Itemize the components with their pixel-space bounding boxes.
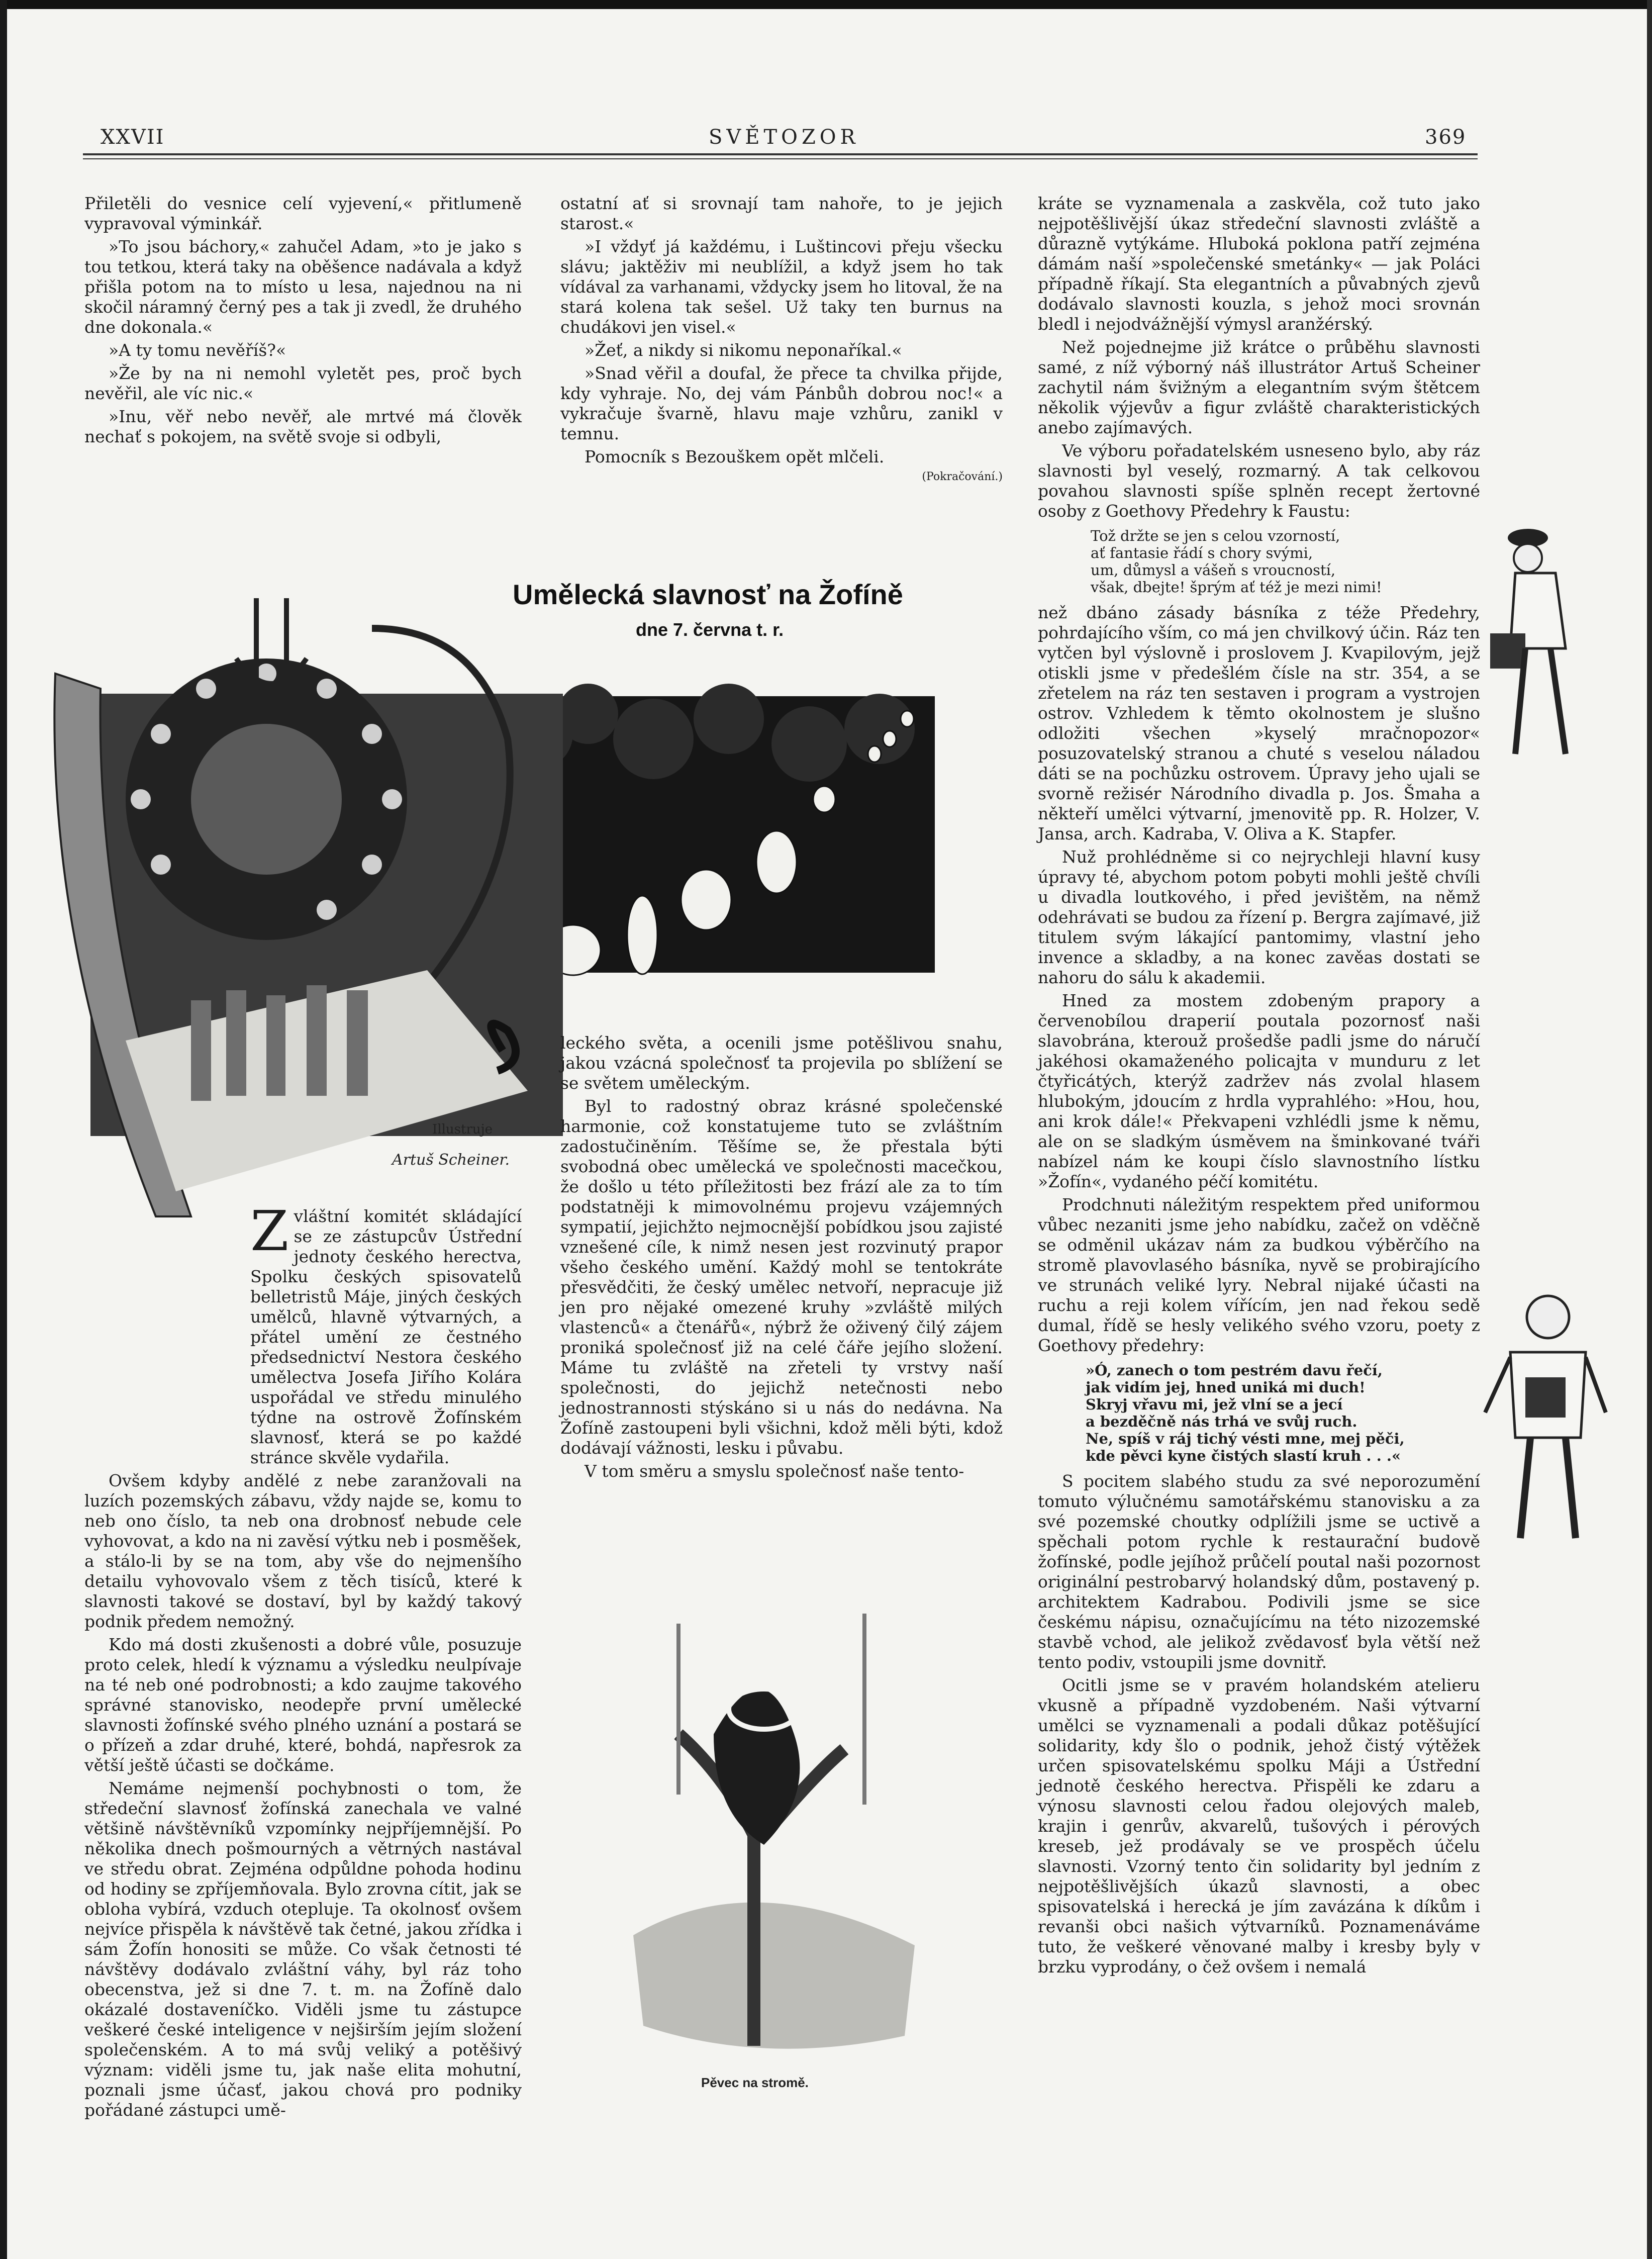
paragraph: leckého světa, a ocenili jsme potěšlivou snahu, jakou vzácná společnosť ta projevila po sblížení se se světem uměleckým. (560, 1033, 1003, 1093)
ticket-box (1490, 633, 1525, 669)
verse-line: Skryj vřavu mi, jež vlní se a jecí (1086, 1396, 1343, 1413)
scan-edge-left (0, 0, 7, 2259)
drop-cap: Z (250, 1199, 289, 1263)
paragraph: »Žeť, a nikdy si nikomu neponaříkal.« (585, 340, 902, 360)
paragraph: »A ty tomu nevěříš?« (109, 340, 286, 360)
drum (1525, 1377, 1566, 1418)
paragraph: Nemáme nejmenší pochybnosti o tom, že středeční slavnosť žofínská zanechala ve valné většině návštěvníků vzpomínky nejpříjemnější. Po několika dnech pošmourných a větrných nastával ve středu obrat. Zejména odpůldne pohoda hodinu od hodiny se zpříjemňovala. Bylo zrovna cítit, jak se obloha vybírá, vzduch otepluje. Ta okolnosť ovšem nejvíce přispěla k návštěvě tak četné, jakou zřídka i sám Žofín honositi se může. Co však četnosti té návštěvy dodávalo zvláštní váhy, byl ráz toho obecenstva, jež si dne 7. t. m. na Žofíně dalo okázalé dostaveníčko. Viděli jsme tu zástupce veškeré české inteligence v nejširším jejím složení společenském. A to má svůj veliký a potěšivý význam: viděli jsme tu, jak naše elita mohutní, poznali jsme účasť, jakou chová pro podniky pořádané zástupci umě- (84, 1778, 522, 2120)
legs (1520, 1438, 1576, 1538)
verse-quote-2 (1086, 1362, 1480, 1464)
illustrator-label: Illustruje (432, 1122, 493, 1137)
verse-line: však, dbejte! šprým ať též je mezi nimi! (1091, 579, 1382, 596)
wheel-hub (191, 724, 342, 875)
page-number: 369 (1425, 126, 1467, 149)
paragraph: S pocitem slabého studu za své neporozumění tomuto výlučnému samotářskému stanovisku a za své pozemské choutky odplížili jsme se uctivě a spěchali potom rychle k restaurační budově žofínské, podle jejíhož průčelí poutal naši pozornost originální pestrobarvý holandský dům, postavený p. architektem Kadrabou. Podivili jsme se sice českému nápisu, označujícímu na této nizozemské stavbě vchod, ale jelikož zvědavosť byla větší než tento podiv, vstoupili jsme dovnitř. (1038, 1471, 1480, 1672)
paragraph: ostatní ať si srovnají tam nahoře, to je jejich starost.« (560, 194, 1003, 233)
paragraph: kráte se vyznamenala a zaskvěla, což tuto jako nejpotěšlivější úkaz středeční slavnosti zvláště a důrazně vytýkáme. Hluboká poklona patří zejména dámám naší »společenské smetánky« — jak Poláci případně říkají. Sta elegantních a půvabných zjevů dodávalo slavnosti kouzla, s jehož moci srovnán bledl i nejodvážnější výmysl aranžérský. (1038, 194, 1480, 334)
volume-number: XXVII (101, 126, 165, 149)
paragraph: než dbáno zásady básníka z téže Předehry, pohrdajícího vším, co má jen chvilkový účin. Ráz ten vytčen byl výslovně i proslovem J. Kvapilovým, jejž otiskli jsme v předešlém čísle na str. 354, a se zřetelem na ráz ten sestaven i program a vystrojen ostrov. Vzhledem k těmto okolnostem je slušno odložiti všechen »kyselý mračnopozor« posuzovatelský stranou a chuté s veselou náladou dáti se na pochůzku ostrovem. Úpravy jeho ujali se svorně režisér Národního divadla p. Jos. Šmaha a někteří umělci výtvarní, jmenovitě pp. R. Holzer, V. Jansa, arch. Kadraba, V. Oliva a K. Stapfer. (1038, 603, 1480, 843)
column-1-main (84, 1199, 522, 2123)
header-rule-thin (83, 158, 1478, 159)
paragraph: »Že by na ni nemohl vyletět pes, proč bych nevěřil, ale víc nic.« (84, 363, 522, 403)
verse-line: »Ó, zanech o tom pestrém davu řečí, (1086, 1362, 1383, 1379)
column-3 (1038, 194, 1480, 1980)
article-title: Umělecká slavnosť na Žofíně (513, 579, 903, 610)
paragraph: V tom směru a smyslu společnosť naše tento- (585, 1461, 964, 1481)
scan-edge-right (1647, 0, 1652, 2259)
verse-line: kde pěvci kyne čistých slastí kruh . . .« (1086, 1447, 1401, 1464)
policeman-figure-illustration (1480, 518, 1606, 769)
paragraph: Kdo má dosti zkušenosti a dobré vůle, posuzuje proto celek, hledí k významu a výsledku neulpívaje na té neb oné podrobnosti; a kdo zaujme takového správné stanovisko, neodepře první umělecké slavnosti žofínské svého plného uznání a postará se o přízeň a zdar druhé, které, bohdá, napřesrok za větší ještě účasti se dočkáme. (84, 1635, 522, 1775)
verse-line: a bezděčně nás trhá ve svůj ruch. (1086, 1413, 1357, 1430)
paragraph: Byl to radostný obraz krásné společenské harmonie, což konstatujeme tuto se zvláštním zadostučiněním. Těšíme se, že přestala býti svobodná obec umělecká ve společnosti macečkou, že došlo u této příležitosti bez frází ale za to tím podstatněji k mimovolnému projevu vzájemných sympatií, jejichžto nejmocnější pobídkou jsou zajisté vznešené cíle, k nimž nesen jest rozvinutý prapor všeho českého umění. Každý mohl se tentokráte přesvědčiti, že český umělec netvoří, nepracuje již jen pro nějaké omezené kruhy »zvláště milých vlastenců« a čtenářů«, nýbrž že oživený čilý zájem proniká společnosť již na celé čáře jejího složení. Máme tu zvláště na zřeteli ty vrstvy naší společnosti, do jejichž netečnosti nebo jednostrannosti stýskáno si u nás do nedávna. Na Žofíně zastoupeni byli všichni, kdož měli býti, kdož dodávají vážnosti, lesku i půvabu. (560, 1096, 1003, 1458)
paragraph: Nuž prohlédněme si co nejrychleji hlavní kusy úpravy té, abychom potom pobyti mohli ještě chvíli u divadla loutkového, i před jevištěm, na němž odehrávati se budou za řízení p. Bergra zajímavé, již titulem svým lákající pantomimy, vlastní jeho invence a skladby, a na konec zavěas dostati se nahoru do sálu k akademii. (1038, 847, 1480, 987)
head (1514, 544, 1542, 572)
paragraph: Hned za mostem zdobeným prapory a červenobílou draperií poutala pozornosť naši slavobrána, kterouž prošedše padli jsme do náručí jakéhosi okamaženého policajta v munduru z let čtyřicátých, kterýž zadržev nás zvolal hlasem hlubokým, jdoucím z hrdla vyprahlého: »Hou, hou, ani krok dále!« Překvapeni vzhlédli jsme k němu, ale on se sladkým úsměvem na šminkované tváři nabízel nám ke koupi číslo slavnostního lístku »Žofín«, vydaného péčí komitétu. (1038, 991, 1480, 1191)
verse-line: um, důmysl a vášeň s vroucností, (1091, 561, 1336, 579)
verse-quote-1 (1091, 527, 1480, 596)
paragraph: Ve výboru pořadatelském usneseno bylo, aby ráz slavnosti byl veselý, rozmarný. A tak celkovou povahou slavnosti spíše splněn recept žertovné osoby z Goethovy Předehry k Faustu: (1038, 441, 1480, 521)
verse-line: ať fantasie řádí s chory svými, (1091, 544, 1313, 561)
opening-text: vláštní komitét skládající se ze zástupcův Ústřední jednoty českého herectva, Spolku českých spisovatelů belletristů Máje, jiných českých umělců, hlavně výtvarných, a přátel umění ze čestného předsednictví Nestora českého umělectva Josefa Jiřího Kolára uspořádal ve středu minulého týdne na ostrově Žofínském slavnosť, která se po každé stránce skvěle vydařila. (250, 1206, 522, 1467)
paragraph: Ocitli jsme se v pravém holandském atelieru vkusně a případně vyzdobeném. Naši výtvarní umělci se vyznamenali a podali důkaz potěšující solidarity, kdy šlo o podnik, jehož čistý výtěžek určen spisovatelskému spolku Máji a Ústřední jednotě českého herectva. Přispěli ke zdaru a výnosu slavnosti celou řadou olejových maleb, krajin i genrův, akvarelů, tušových i pérových kreseb, jež prodávaly se ve prospěch účelu slavnosti. Vzorný tento čin solidarity byl jedním z nejpotěšlivějších úkazů slavnosti, a obec spisovatelská i herecká je jím zavázána k díkům i revanši obci našich výtvarníků. Poznamenáváme tuto, že veškeré věnované malby i kresby byly v brzku vyprodány, o čež ovšem i nemalá (1038, 1675, 1480, 1976)
paragraph: »Inu, věř nebo nevěř, ale mrtvé má člověk nechať s pokojem, na světě svoje si odbyli, (84, 407, 522, 446)
column-1-top (84, 194, 522, 450)
paragraph: Ovšem kdyby andělé z nebe zaranžovali na luzích pozemských zábavu, vždy najde se, komu to neb ono číslo, ta neb ona drobnosť nebude cele vyhovovat, a kdo na ni zavěsí výtku neb i posměšek, a stálo-li by se na tom, aby vše do nejmenšího detailu vyhovovalo všem z těch tisíců, které k slavnosti takové se dostaví, byl by každý takový podnik předem nemožný. (84, 1471, 522, 1631)
paragraph: »Snad věřil a doufal, že přece ta chvilka přijde, kdy vyhraje. No, dej vám Pánbůh dobrou noc!« a vykračuje švarně, hlavu maje vzhůru, zanikl v temnu. (560, 363, 1003, 443)
head (1527, 1296, 1569, 1338)
verse-line: jak vidím jej, hned uniká mi duch! (1086, 1379, 1366, 1396)
column-2-top (560, 194, 1003, 484)
verse-line: Ne, spíš v ráj tichý vésti mne, mej pěči, (1086, 1430, 1405, 1447)
opening-paragraph (250, 1199, 522, 1468)
paragraph: Pomocník s Bezouškem opět mlčeli. (585, 447, 885, 466)
journal-title: SVĚTOZOR (709, 126, 859, 149)
paragraph: »I vždyť já každému, i Luštincovi přeju všecku slávu; jaktěživ mi neublížil, a když jsem ho tak vídával za varhanami, vždycky jsem ho litoval, že na stará kolena tak sešel. Už taky ten burnus na chudákovi jen visel.« (560, 237, 1003, 337)
legs (1515, 648, 1566, 754)
verse-line: Tož držte se jen s celou vzorností, (1091, 527, 1340, 544)
paragraph: Prodchnuti náležitým respektem před uniformou vůbec nezaniti jsme jeho nabídku, začež on vděčně se odměnil ukázav nám za budkou výběrčího na stromě plavovlasého básníka, nyvě se probirajícího ve strunách veliké lyry. Nebral nijaké účasti na ruchu a reji kolem vířícím, jen nad řekou sedě dumal, řídě se hesly velikého svého vzoru, poety z Goethovy předehry: (1038, 1195, 1480, 1355)
scan-edge-top (0, 0, 1652, 9)
illustration-caption: Pěvec na stromě. (701, 2075, 809, 2090)
singer-in-tree-illustration (603, 1583, 935, 2066)
header-rule (83, 153, 1478, 155)
illustrator-name: Artuš Scheiner. (392, 1151, 510, 1169)
column-2-main (560, 1033, 1003, 1484)
ground-foliage (633, 1903, 915, 2049)
paragraph: »To jsou báchory,« zahučel Adam, »to je jako s tou tetkou, která taky na oběšence nadávala a když přišla potom na to místo u lesa, najednou na ni skočil náramný černý pes a tak ji zvedl, že druhého dne dokonala.« (84, 237, 522, 337)
drummer-figure-illustration (1480, 1287, 1611, 1548)
article-subtitle: dne 7. června t. r. (636, 619, 784, 640)
paragraph: Přiletěli do vesnice celí vyjevení,« přitlumeně vypravoval výminkář. (84, 194, 522, 233)
continued-note: (Pokračování.) (922, 470, 1003, 483)
paragraph: Než pojednejme již krátce o průběhu slavnosti samé, z níž výborný náš illustrátor Artuš Scheiner zachytil nám švižným a elegantním svým štětcem několik výjevův a figur zvláště charakteristických anebo zajímavých. (1038, 337, 1480, 437)
